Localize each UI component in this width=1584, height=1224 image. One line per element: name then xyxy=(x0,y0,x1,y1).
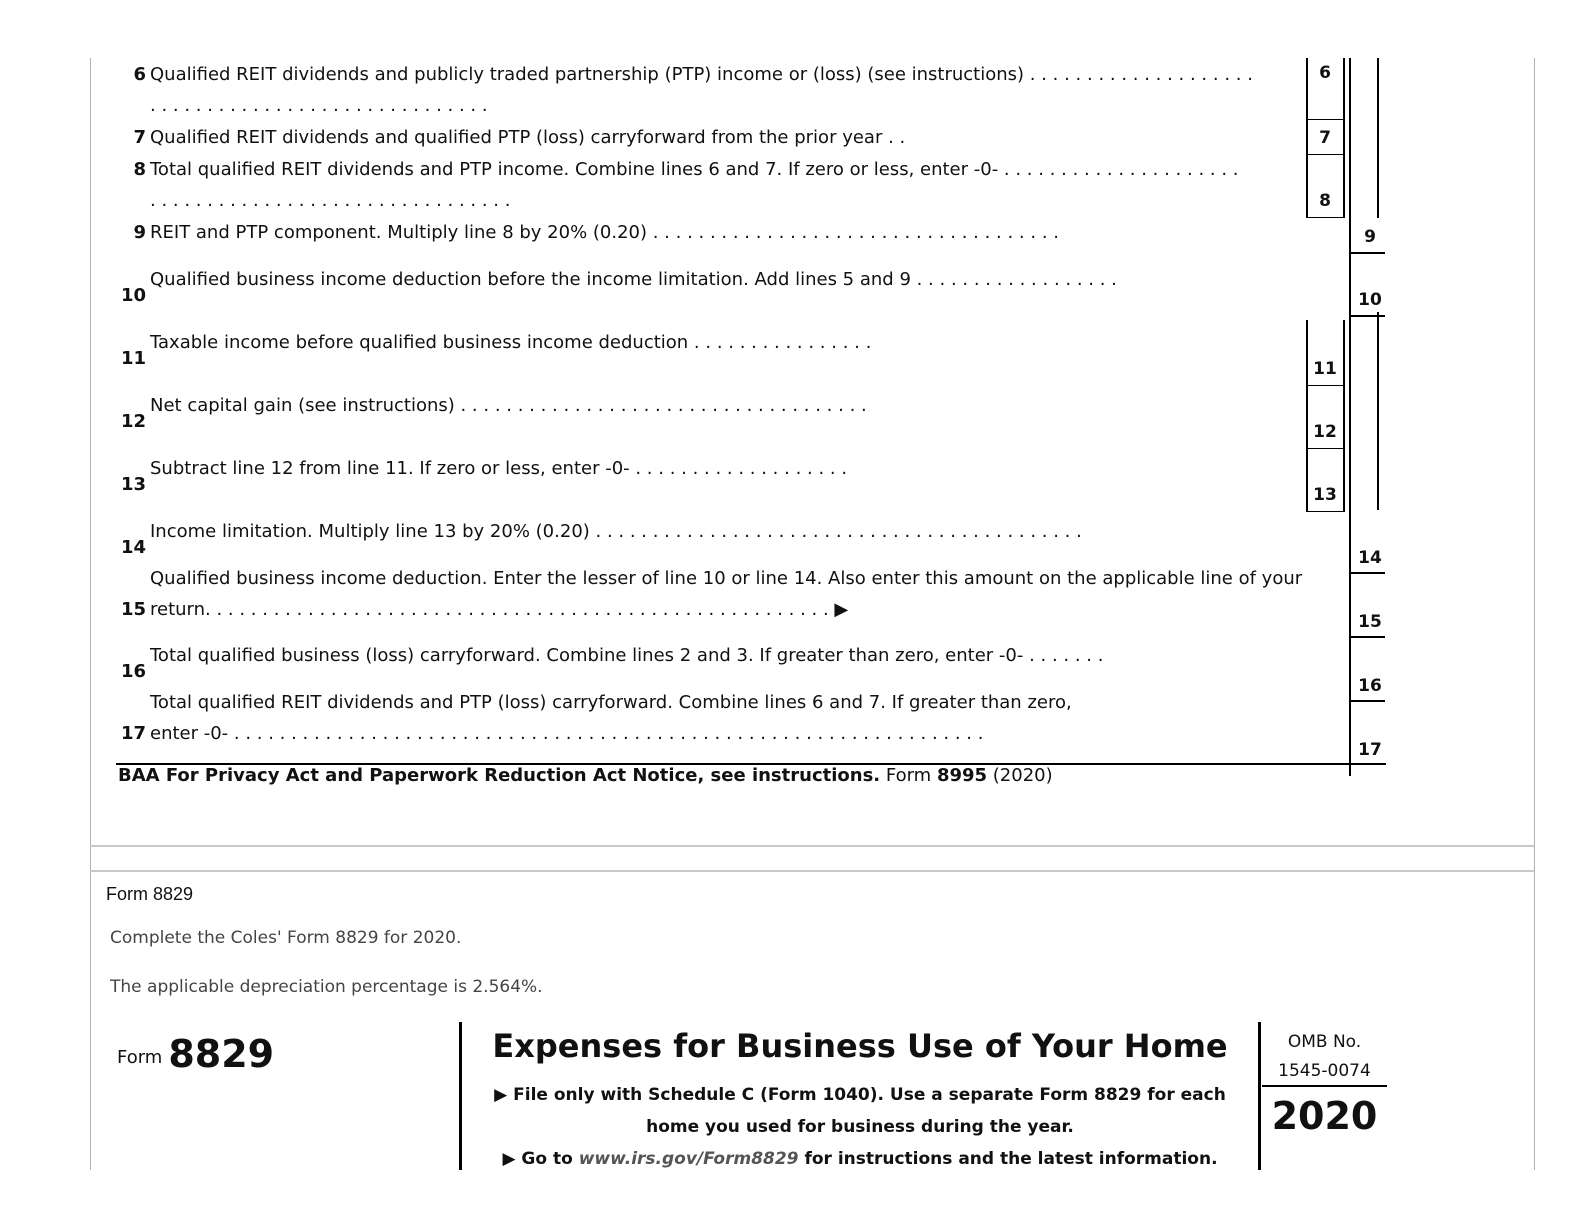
line-15-right-box[interactable]: 15 xyxy=(1358,612,1382,632)
line-10-right-box[interactable]: 10 xyxy=(1358,290,1382,310)
line-number: 8 xyxy=(133,159,146,180)
form-line-14 xyxy=(0,519,1390,564)
line-10-box-rule xyxy=(1349,315,1385,317)
line-9-right-box[interactable]: 9 xyxy=(1364,227,1376,247)
line-13-mid-box[interactable] xyxy=(1306,449,1344,512)
line-number: 11 xyxy=(120,348,146,369)
tax-year: 2020 xyxy=(1271,1094,1378,1138)
line-description-continued: return. . . . . . . . . . . . . . . . . . . . . . . . . . . . . . . . . . . . . . . . . . . . . . . . . . . . . . . ▶ xyxy=(150,599,849,620)
form-line-12 xyxy=(0,393,1390,438)
footer-form-word: Form xyxy=(885,765,932,786)
instruction-text-2: The applicable depreciation percentage is 2.564%. xyxy=(110,977,543,997)
box-label: 6 xyxy=(1319,63,1331,83)
line-6-mid-box[interactable] xyxy=(1306,58,1344,120)
footer-form-number: 8995 xyxy=(936,765,988,786)
right-column-outer-rule-top xyxy=(1377,58,1379,218)
line-number: 9 xyxy=(133,222,146,243)
header-instruction-1: ▶ File only with Schedule C (Form 1040). Use a separate Form 8829 for each xyxy=(494,1085,1226,1105)
line-number: 10 xyxy=(120,285,146,306)
form-word: Form xyxy=(117,1047,163,1068)
form-number: 8829 xyxy=(168,1032,275,1076)
line-16-box-rule xyxy=(1349,700,1385,702)
form-line-11 xyxy=(0,330,1390,375)
form-line-8 xyxy=(0,157,1390,217)
section-divider-1 xyxy=(90,845,1535,847)
omb-number: 1545-0074 xyxy=(1278,1061,1371,1081)
privacy-notice: BAA For Privacy Act and Paperwork Reduction Act Notice, see instructions. xyxy=(118,765,881,786)
line-8-mid-box[interactable] xyxy=(1306,155,1344,218)
line-description: Total qualified REIT dividends and PTP income. Combine lines 6 and 7. If zero or less, enter -0- . . . . . . . . . . . . . . . . . . . . . xyxy=(150,159,1239,180)
line-description-continued: . . . . . . . . . . . . . . . . . . . . . . . . . . . . . . . . xyxy=(150,190,511,211)
line-9-box-rule xyxy=(1349,252,1385,254)
instruction-text-1: Complete the Coles' Form 8829 for 2020. xyxy=(110,928,462,948)
line-11-mid-box[interactable] xyxy=(1306,320,1344,386)
line-12-mid-box[interactable] xyxy=(1306,386,1344,449)
form-line-16 xyxy=(0,643,1390,688)
box-label: 13 xyxy=(1313,485,1337,505)
line-number: 16 xyxy=(120,661,146,682)
line-description: Net capital gain (see instructions) . . . . . . . . . . . . . . . . . . . . . . . . . . . . . . . . . . . . xyxy=(150,395,867,416)
box-label: 11 xyxy=(1313,359,1337,379)
form-line-17 xyxy=(0,690,1390,750)
footer-form-year: (2020) xyxy=(992,765,1053,786)
box-label: 12 xyxy=(1313,422,1337,442)
irs-form-link[interactable]: www.irs.gov/Form8829 xyxy=(578,1149,799,1169)
form-line-15 xyxy=(0,566,1390,626)
form-line-6 xyxy=(0,62,1390,122)
line-description: Qualified REIT dividends and qualified PTP (loss) carryforward from the prior year . . xyxy=(150,127,906,148)
line-description: Total qualified REIT dividends and PTP (loss) carryforward. Combine lines 6 and 7. If greater than zero, xyxy=(150,692,1072,713)
line-14-right-box[interactable]: 14 xyxy=(1358,548,1382,568)
form-title: Expenses for Business Use of Your Home xyxy=(492,1027,1228,1065)
line-number: 15 xyxy=(120,599,146,620)
line-description: Qualified business income deduction before the income limitation. Add lines 5 and 9 . . . . . . . . . . . . . . . . . . xyxy=(150,269,1117,290)
line-description: Income limitation. Multiply line 13 by 20% (0.20) . . . . . . . . . . . . . . . . . . . . . . . . . . . . . . . . . . . . . . . . . . . xyxy=(150,521,1082,542)
line-number: 13 xyxy=(120,474,146,495)
line-number: 17 xyxy=(120,723,146,744)
line-description: Qualified REIT dividends and publicly traded partnership (PTP) income or (loss) (see instructions) . . . . . . . . . . . . . . . . . . . . xyxy=(150,64,1253,85)
line-15-box-rule xyxy=(1349,636,1385,638)
header-instruction-2: home you used for business during the year. xyxy=(646,1117,1074,1137)
header-instruction-3 xyxy=(464,1149,1256,1169)
line-14-box-rule xyxy=(1349,572,1385,574)
box-label: 8 xyxy=(1319,191,1331,211)
page-frame-right xyxy=(1534,58,1535,1170)
right-column-left-rule-top xyxy=(1349,58,1351,218)
form-line-10 xyxy=(0,267,1390,312)
line-description-continued: enter -0- . . . . . . . . . . . . . . . . . . . . . . . . . . . . . . . . . . . . . . . . . . . . . . . . . . . . . . . . . . . . . . . . . . xyxy=(150,723,984,744)
line-description: Taxable income before qualified business income deduction . . . . . . . . . . . . . . . . xyxy=(150,332,872,353)
line-17-right-box[interactable]: 17 xyxy=(1358,740,1382,760)
header-divider-right xyxy=(1258,1022,1261,1170)
section-title: Form 8829 xyxy=(106,884,194,904)
form-line-7 xyxy=(0,125,1390,155)
form-8995-footer xyxy=(118,765,1053,786)
line-number: 7 xyxy=(133,127,146,148)
form-8829-number xyxy=(117,1032,274,1076)
omb-label: OMB No. xyxy=(1287,1032,1362,1052)
line-description: Subtract line 12 from line 11. If zero or less, enter -0- . . . . . . . . . . . . . . . . . . . xyxy=(150,458,848,479)
header-divider-left xyxy=(459,1022,462,1170)
line-description: Qualified business income deduction. Enter the lesser of line 10 or line 14. Also enter this amount on the applicable line of your xyxy=(150,568,1303,589)
line-16-right-box[interactable]: 16 xyxy=(1358,676,1382,696)
form-line-9 xyxy=(0,220,1390,250)
line-7-mid-box[interactable] xyxy=(1306,120,1344,155)
line-number: 12 xyxy=(120,411,146,432)
line-number: 14 xyxy=(120,537,146,558)
go-to-text: ▶ Go to xyxy=(502,1149,573,1169)
omb-divider xyxy=(1262,1085,1387,1087)
box-label: 7 xyxy=(1319,128,1331,148)
instructions-text: for instructions and the latest information. xyxy=(804,1149,1218,1169)
form-line-13 xyxy=(0,456,1390,501)
section-divider-2 xyxy=(90,870,1535,872)
line-description: REIT and PTP component. Multiply line 8 by 20% (0.20) . . . . . . . . . . . . . . . . . . . . . . . . . . . . . . . . . . . . xyxy=(150,222,1059,243)
line-description-continued: . . . . . . . . . . . . . . . . . . . . . . . . . . . . . . xyxy=(150,95,488,116)
right-column-outer-rule-mid xyxy=(1377,312,1379,510)
line-number: 6 xyxy=(133,64,146,85)
line-description: Total qualified business (loss) carryforward. Combine lines 2 and 3. If greater than zero, enter -0- . . . . . . . xyxy=(150,645,1104,666)
